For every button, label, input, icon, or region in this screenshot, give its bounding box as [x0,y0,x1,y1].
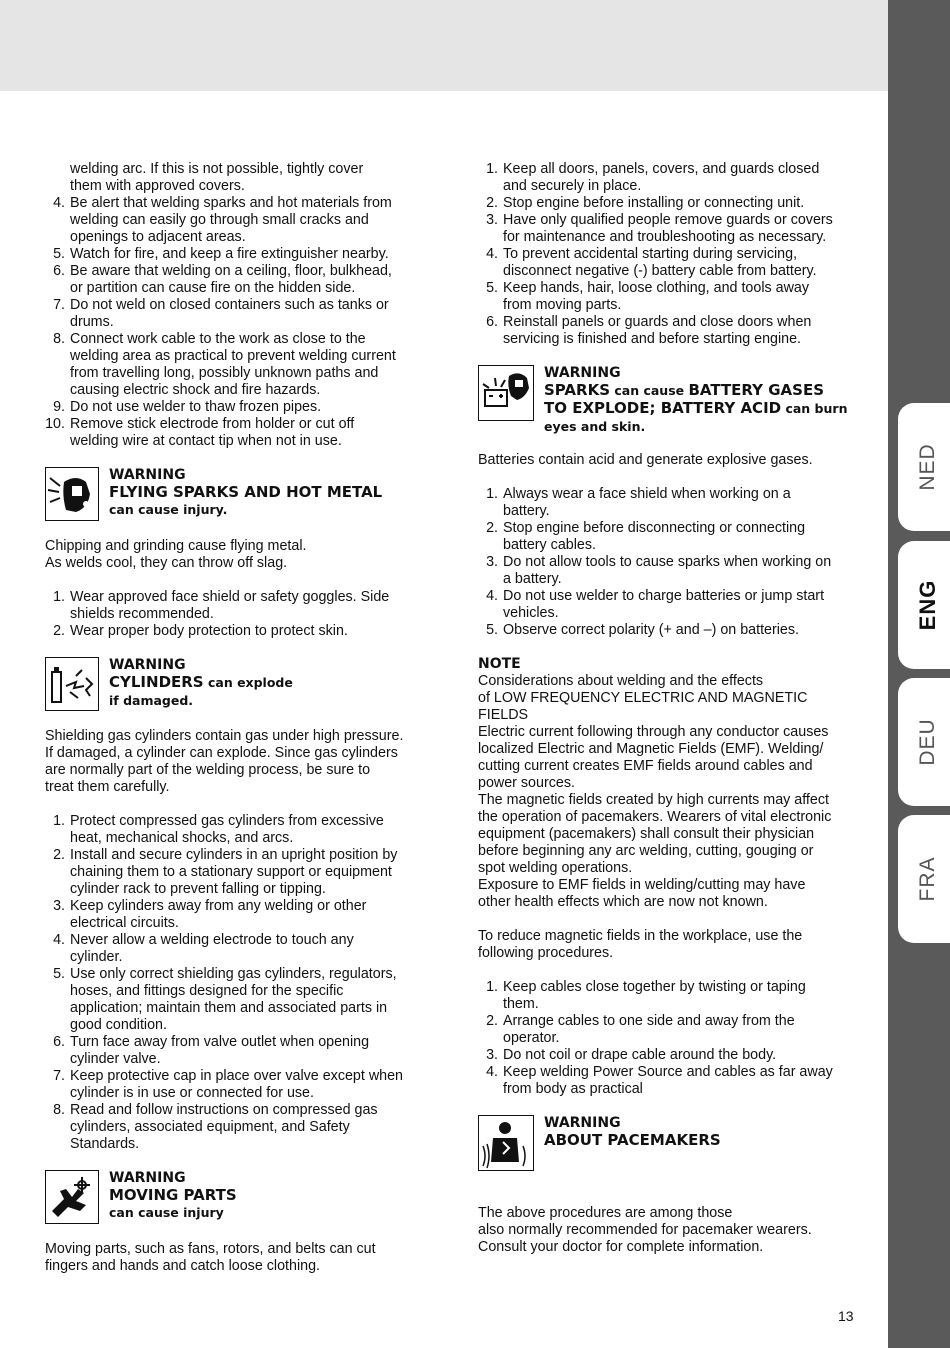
list-item-line: causing electric shock and fire hazards. [70,382,321,398]
list-number: 3 . [45,898,65,915]
list-item-line: Install and secure cylinders in an upright position by [70,847,398,863]
list-number: 1 . [478,979,498,996]
list-item [45,331,417,399]
list-item-line: openings to adjacent areas. [70,229,246,245]
text-line: also normally recommended for pacemaker wearers. [478,1222,812,1238]
list-item [45,195,417,246]
list-item-line: Be aware that welding on a ceiling, floor, bulkhead, [70,263,392,279]
list-item-line: good condition. [70,1017,167,1033]
list-item-line: Do not allow tools to cause sparks when working on [503,554,832,570]
text-line: other health effects which are now not known. [478,894,768,910]
list-item [478,212,848,246]
list-item [478,280,848,314]
text-line: following procedures. [478,945,614,961]
list-item-line: Keep protective cap in place over valve except when [70,1068,403,1084]
text-line: spot welding operations. [478,860,633,876]
list-item [478,195,848,212]
list-number: 9 . [45,399,65,416]
tab-fra[interactable] [898,815,950,943]
list-number: 6 . [45,1034,65,1051]
text-line: The above procedures are among those [478,1205,733,1221]
list-item-line: shields recommended. [70,606,214,622]
warning-title: CYLINDERS [109,673,204,691]
list-item [45,246,417,263]
warning-subtitle: can cause injury [109,1205,224,1220]
header-band [0,0,888,91]
list-number: 8 . [45,331,65,348]
list-number: 7 . [45,297,65,314]
text-line: localized Electric and Magnetic Fields (EMF). Welding/ [478,741,824,757]
moving-paragraph [45,1241,417,1275]
warning-battery [478,365,848,435]
list-item-line: Do not use welder to charge batteries or jump start [503,588,825,604]
text-line: Moving parts, such as fans, rotors, and belts can cut [45,1241,376,1257]
text-line: Electric current following through any conductor causes [478,724,829,740]
list-number: 5 . [45,246,65,263]
text-line: Consult your doctor for complete information. [478,1239,764,1255]
warning-label: WARNING [109,1170,186,1186]
list-item-line: Wear approved face shield or safety goggles. Side [70,589,390,605]
fire-list [45,195,417,450]
text-line: Considerations about welding and the effects [478,673,764,689]
text-line: the operation of pacemakers. Wearers of vital electronic [478,809,832,825]
warning-label: WARNING [109,467,186,483]
list-item-line: battery. [503,503,550,519]
text-line: The magnetic fields created by high currents may affect [478,792,829,808]
list-item-line: cylinder is in use or connected for use. [70,1085,314,1101]
text-line: Chipping and grinding cause flying metal. [45,538,307,554]
list-item [45,623,417,640]
list-number: 2 . [45,847,65,864]
warning-subtitle: eyes and skin. [544,419,646,434]
list-item [45,297,417,331]
battery-list [478,486,848,639]
list-item-line: vehicles. [503,605,559,621]
list-item [45,399,417,416]
list-number: 5 . [45,966,65,983]
list-item-line: welding wire at contact tip when not in use. [70,433,342,449]
list-item-line: application; maintain them and associated parts in [70,1000,388,1016]
list-item-line: welding area as practical to prevent welding current [70,348,396,364]
list-item-line: Keep hands, hair, loose clothing, and tools away [503,280,810,296]
list-number: 5 . [478,280,498,297]
list-item-line: cylinder. [70,949,123,965]
list-item [45,898,417,932]
text-line: equipment (pacemakers) shall consult their physician [478,826,815,842]
list-item-line: Do not use welder to thaw frozen pipes. [70,399,322,415]
list-item-line: chaining them to a stationary support or equipment [70,864,392,880]
list-number: 4 . [478,588,498,605]
warning-flying-sparks [45,467,417,521]
list-item-line: Reinstall panels or guards and close doors when [503,314,812,330]
list-item-line: hoses, and fittings designed for the specific [70,983,344,999]
text-line: power sources. [478,775,575,791]
note-paragraph [478,673,848,911]
list-number: 6 . [478,314,498,331]
text-line: FIELDS [478,707,529,723]
text-line: cutting current creates EMF fields around cables and [478,758,813,774]
tab-deu[interactable] [898,678,950,806]
list-item-line: or partition can cause fire on the hidden side. [70,280,356,296]
list-item-line: Watch for fire, and keep a fire extinguisher nearby. [70,246,389,262]
list-number: 1 . [45,813,65,830]
battery-explode-icon [478,365,534,421]
list-number: 4 . [45,932,65,949]
list-item-line: from travelling long, possibly unknown paths and [70,365,379,381]
list-item-line: Protect compressed gas cylinders from excessive [70,813,384,829]
text-line: treat them carefully. [45,779,170,795]
warning-title-part: SPARKS [544,381,611,399]
list-item-line: operator. [503,1030,560,1046]
list-item [478,161,848,195]
list-item [478,1064,848,1098]
text-line: fingers and hands and catch loose clothing. [45,1258,321,1274]
list-item-line: Keep cables close together by twisting or taping [503,979,806,995]
right-column [478,161,848,1256]
list-item-line: from body as practical [503,1081,643,1097]
reduce-paragraph [478,928,848,962]
list-item-line: battery cables. [503,537,596,553]
list-item-line: from moving parts. [503,297,622,313]
list-number: 4 . [478,1064,498,1081]
text-line: As welds cool, they can throw off slag. [45,555,288,571]
warning-title-part: can cause [610,383,689,398]
list-number: 10 . [45,416,65,433]
warning-title: MOVING PARTS [109,1186,237,1204]
list-item-line: Connect work cable to the work as close to the [70,331,366,347]
tab-eng-label: ENG [915,579,940,631]
list-item-line: Be alert that welding sparks and hot materials from [70,195,392,211]
list-item [45,966,417,1034]
text-line: Exposure to EMF fields in welding/cutting may have [478,877,806,893]
text-line: If damaged, a cylinder can explode. Since gas cylinders [45,745,398,761]
warning-title-part: can burn [781,401,848,416]
list-item [478,1013,848,1047]
list-item-line: Keep welding Power Source and cables as far away [503,1064,833,1080]
list-item-line: Turn face away from valve outlet when opening [70,1034,370,1050]
warning-label: WARNING [109,657,186,673]
warning-title-suffix: can explode [203,675,293,690]
list-item [478,1047,848,1064]
list-item [478,979,848,1013]
list-item-line: cylinder valve. [70,1051,161,1067]
tab-deu-label: DEU [916,718,939,766]
list-number: 6 . [45,263,65,280]
list-item-line: cylinder rack to prevent falling or tipping. [70,881,326,897]
list-number: 2 . [478,195,498,212]
list-item-line: and securely in place. [503,178,642,194]
list-item-line: disconnect negative (-) battery cable from battery. [503,263,817,279]
list-number: 4 . [478,246,498,263]
list-item [45,1102,417,1153]
list-item-line: them. [503,996,539,1012]
list-item-line: Read and follow instructions on compressed gas [70,1102,378,1118]
list-number: 8 . [45,1102,65,1119]
list-item-line: Always wear a face shield when working on a [503,486,791,502]
list-item-line: Standards. [70,1136,140,1152]
cylinder-explode-icon [45,657,99,711]
engine-list [478,161,848,348]
warning-title: FLYING SPARKS AND HOT METAL [109,483,383,501]
list-number: 2 . [45,623,65,640]
hand-fan-icon [45,1170,99,1224]
tab-ned[interactable] [898,403,950,531]
warning-cylinders [45,657,417,711]
list-number: 2 . [478,520,498,537]
list-item [478,622,848,639]
list-item [45,932,417,966]
text-line: Shielding gas cylinders contain gas under high pressure. [45,728,404,744]
final-paragraph [478,1205,848,1256]
list-item-line: Keep cylinders away from any welding or other [70,898,367,914]
cylinder-paragraph [45,728,417,796]
list-item-line: Wear proper body protection to protect skin. [70,623,348,639]
list-item-line: Never allow a welding electrode to touch any [70,932,354,948]
list-number: 1 . [478,161,498,178]
list-item [45,416,417,450]
list-item-line: welding can easily go through small cracks and [70,212,369,228]
list-item [45,589,417,623]
list-item [478,588,848,622]
emf-list [478,979,848,1098]
list-item [45,1068,417,1102]
list-item-line: Do not coil or drape cable around the body. [503,1047,777,1063]
sparks-paragraph [45,538,417,572]
text-line: of LOW FREQUENCY ELECTRIC AND MAGNETIC [478,690,808,706]
list-number: 1 . [478,486,498,503]
text-line: them with approved covers. [70,178,245,194]
list-item-line: Observe correct polarity (+ and –) on batteries. [503,622,800,638]
left-column [45,161,417,1275]
list-item [45,847,417,898]
list-item [478,554,848,588]
list-item [45,813,417,847]
list-number: 7 . [45,1068,65,1085]
text-line: welding arc. If this is not possible, tightly cover [70,161,364,177]
warning-title: ABOUT PACEMAKERS [544,1131,721,1149]
tab-fra-label: FRA [916,856,939,902]
list-item-line: Remove stick electrode from holder or cut off [70,416,355,432]
list-number: 1 . [45,589,65,606]
list-number: 5 . [478,622,498,639]
list-number: 2 . [478,1013,498,1030]
list-item-line: Have only qualified people remove guards or covers [503,212,833,228]
list-item-line: Stop engine before installing or connecting unit. [503,195,805,211]
pacemaker-icon [478,1115,534,1171]
tab-ned-label: NED [916,443,939,491]
cylinder-list [45,813,417,1153]
text-line: before beginning any arc welding, cutting, gouging or [478,843,814,859]
list-item-line: for maintenance and troubleshooting as necessary. [503,229,827,245]
list-item [478,246,848,280]
warning-title-part: BATTERY GASES [688,381,825,399]
list-item [45,263,417,297]
list-item-line: Arrange cables to one side and away from the [503,1013,795,1029]
tab-eng[interactable] [898,541,950,669]
warning-subtitle: can cause injury. [109,502,228,517]
list-item-line: a battery. [503,571,562,587]
list-item-line: Stop engine before disconnecting or connecting [503,520,806,536]
battery-paragraph: Batteries contain acid and generate explosive gases. [478,452,813,468]
list-item-line: electrical circuits. [70,915,179,931]
list-number: 4 . [45,195,65,212]
list-item-line: drums. [70,314,114,330]
list-item-line: Do not weld on closed containers such as tanks or [70,297,389,313]
list-item-line: heat, mechanical shocks, and arcs. [70,830,294,846]
text-line: are normally part of the welding process, be sure to [45,762,371,778]
warning-label: WARNING [544,1115,621,1131]
list-number: 3 . [478,1047,498,1064]
list-item-line: servicing is finished and before starting engine. [503,331,802,347]
continued-text [45,161,417,195]
list-item [478,520,848,554]
warning-label: WARNING [544,365,621,381]
text-line: To reduce magnetic fields in the workplace, use the [478,928,803,944]
list-item-line: To prevent accidental starting during servicing, [503,246,798,262]
list-number: 3 . [478,212,498,229]
warning-title-part: TO EXPLODE; BATTERY ACID [544,399,782,417]
warning-pacemakers [478,1115,848,1171]
warning-moving-parts [45,1170,417,1224]
list-number: 3 . [478,554,498,571]
face-shield-icon [45,467,99,521]
language-sidebar [888,0,950,1348]
list-item [478,486,848,520]
page-number: 13 [838,1308,854,1324]
list-item-line: Keep all doors, panels, covers, and guards closed [503,161,820,177]
warning-subtitle: if damaged. [109,693,194,708]
list-item-line: Use only correct shielding gas cylinders, regulators, [70,966,397,982]
list-item-line: cylinders, associated equipment, and Safety [70,1119,350,1135]
note-title: NOTE [478,656,521,672]
list-item [478,314,848,348]
list-item [45,1034,417,1068]
sparks-list [45,589,417,640]
